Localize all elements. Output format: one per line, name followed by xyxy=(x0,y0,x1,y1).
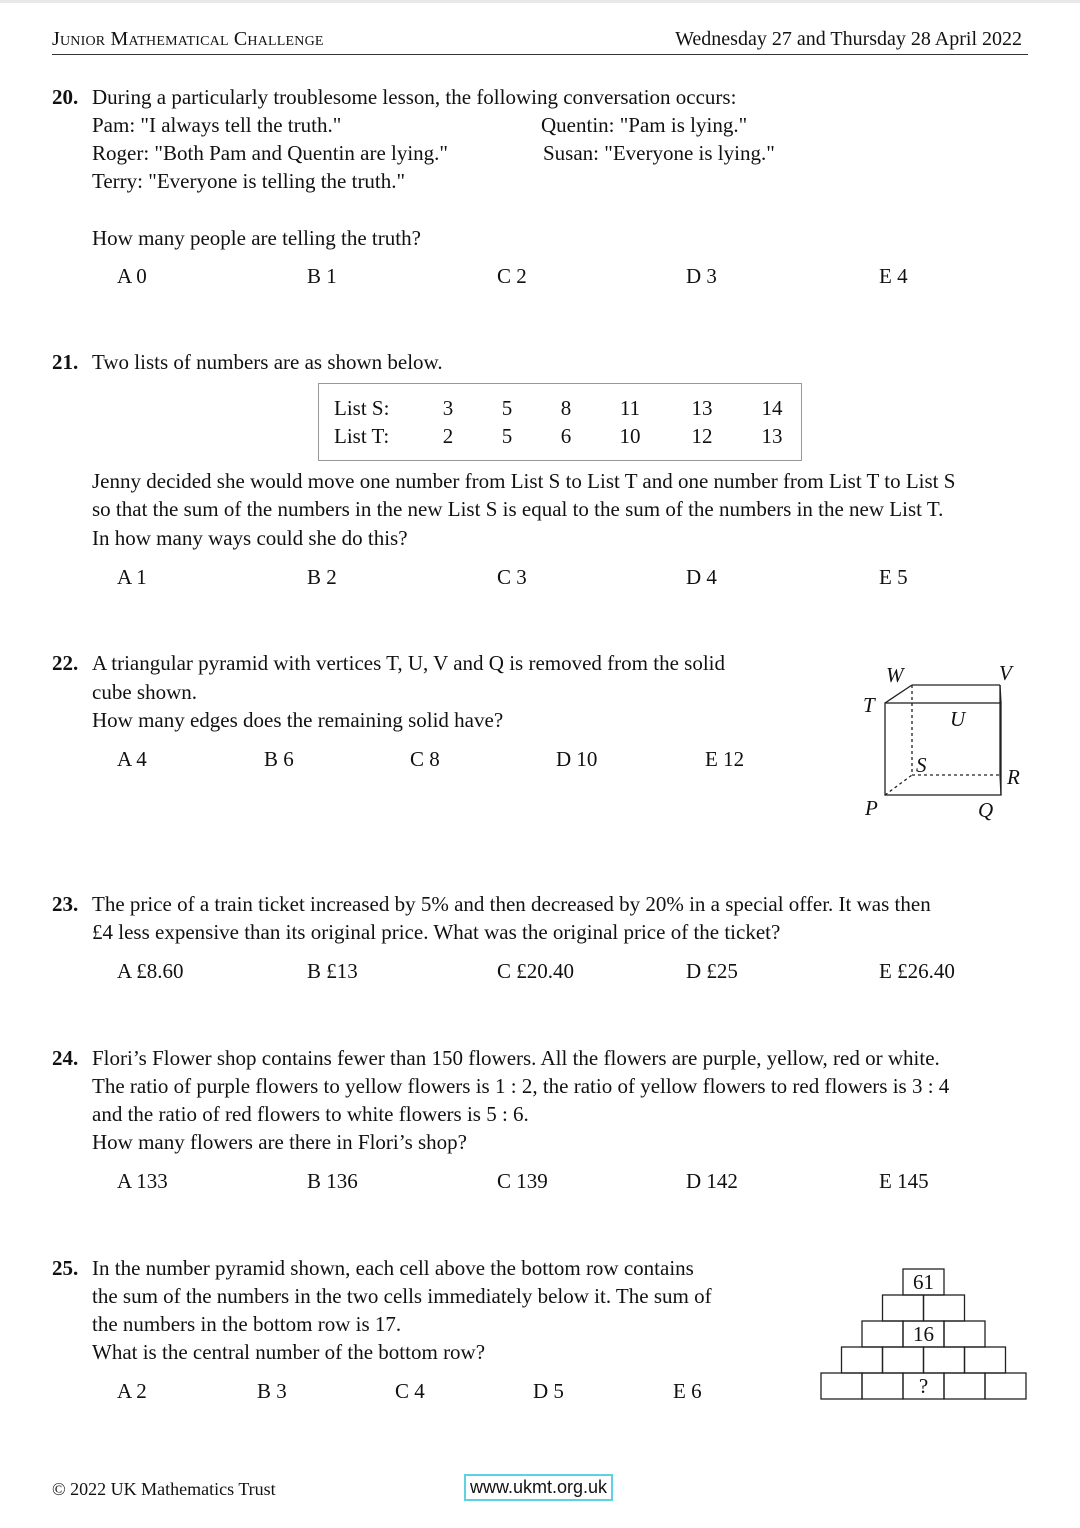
option-a[interactable]: A £8.60 xyxy=(117,959,184,983)
option-b[interactable]: B 1 xyxy=(307,264,337,288)
question-text-line: Jenny decided she would move one number from List S to List T and one number from List T to List S xyxy=(92,469,956,493)
footer-copyright: © 2022 UK Mathematics Trust xyxy=(52,1479,276,1499)
pyramid-cell xyxy=(965,1347,1006,1373)
footer-website-link[interactable]: www.ukmt.org.uk xyxy=(464,1474,613,1501)
pyramid-cell xyxy=(985,1373,1026,1399)
pyramid-cell xyxy=(821,1373,862,1399)
option-c[interactable]: C 4 xyxy=(395,1379,425,1403)
pyramid-cell xyxy=(924,1347,965,1373)
lists-table xyxy=(318,383,802,461)
question-number: 20. xyxy=(52,85,79,109)
header-title: Junior Mathematical Challenge xyxy=(52,28,324,50)
question-number: 23. xyxy=(52,892,79,916)
option-e[interactable]: E 12 xyxy=(705,747,745,771)
list-t-value: 13 xyxy=(761,424,783,448)
question-prompt: How many edges does the remaining solid have? xyxy=(92,708,504,732)
question-number: 25. xyxy=(52,1256,79,1280)
question-prompt: £4 less expensive than its original price. What was the original price of the ticket? xyxy=(92,920,781,944)
statement-quentin: Quentin: "Pam is lying." xyxy=(541,113,748,137)
top-edge xyxy=(0,0,1080,3)
question-prompt: In how many ways could she do this? xyxy=(92,526,408,550)
option-c[interactable]: C 139 xyxy=(497,1169,548,1193)
question-text: During a particularly troublesome lesson, the following conversation occurs: xyxy=(92,85,737,109)
question-text: Flori’s Flower shop contains fewer than 150 flowers. All the flowers are purple, yellow, red or white. xyxy=(92,1046,940,1070)
option-e[interactable]: E 5 xyxy=(879,565,908,589)
question-text: In the number pyramid shown, each cell above the bottom row contains xyxy=(92,1256,694,1280)
list-s-label: List S: xyxy=(334,396,390,420)
pyramid-top-value: 61 xyxy=(913,1270,934,1294)
option-b[interactable]: B 136 xyxy=(307,1169,358,1193)
cube-diagram xyxy=(850,655,1040,830)
list-t-value: 5 xyxy=(501,424,513,448)
option-c[interactable]: C 8 xyxy=(410,747,440,771)
option-c[interactable]: C 3 xyxy=(497,565,527,589)
question-text-line: the numbers in the bottom row is 17. xyxy=(92,1312,402,1336)
pyramid-cell xyxy=(883,1295,924,1321)
pyramid-unknown-value: ? xyxy=(918,1374,929,1398)
cube-edge-tw xyxy=(885,685,912,703)
statement-pam: Pam: "I always tell the truth." xyxy=(92,113,342,137)
option-a[interactable]: A 133 xyxy=(117,1169,168,1193)
list-s-value: 8 xyxy=(560,396,572,420)
question-number: 22. xyxy=(52,651,79,675)
pyramid-cell xyxy=(862,1321,903,1347)
option-d[interactable]: D £25 xyxy=(686,959,738,983)
option-c[interactable]: C £20.40 xyxy=(497,959,575,983)
statement-terry: Terry: "Everyone is telling the truth." xyxy=(92,169,406,193)
list-t-value: 12 xyxy=(691,424,713,448)
option-d[interactable]: D 4 xyxy=(686,565,717,589)
option-d[interactable]: D 142 xyxy=(686,1169,738,1193)
option-d[interactable]: D 3 xyxy=(686,264,717,288)
vertex-label-q: Q xyxy=(978,798,994,822)
header-date: Wednesday 27 and Thursday 28 April 2022 xyxy=(675,28,1022,50)
list-s-value: 14 xyxy=(761,396,783,420)
vertex-label-r: R xyxy=(1007,765,1020,789)
list-s-value: 13 xyxy=(691,396,713,420)
list-s-value: 11 xyxy=(619,396,641,420)
option-e[interactable]: E £26.40 xyxy=(879,959,955,983)
option-a[interactable]: A 0 xyxy=(117,264,147,288)
pyramid-cell xyxy=(944,1321,985,1347)
vertex-label-w: W xyxy=(886,663,904,687)
list-s-value: 3 xyxy=(442,396,454,420)
pyramid-cell xyxy=(883,1347,924,1373)
statement-roger: Roger: "Both Pam and Quentin are lying." xyxy=(92,141,449,165)
option-b[interactable]: B 6 xyxy=(264,747,294,771)
option-d[interactable]: D 10 xyxy=(556,747,598,771)
number-pyramid-diagram xyxy=(818,1264,1032,1404)
pyramid-cell xyxy=(944,1373,985,1399)
option-b[interactable]: B £13 xyxy=(307,959,358,983)
list-t-label: List T: xyxy=(334,424,390,448)
question-text-line: The ratio of purple flowers to yellow flowers is 1 : 2, the ratio of yellow flowers to red flowers is 3 : 4 xyxy=(92,1074,950,1098)
option-e[interactable]: E 145 xyxy=(879,1169,929,1193)
page-header xyxy=(52,26,1028,55)
option-b[interactable]: B 3 xyxy=(257,1379,287,1403)
statement-susan: Susan: "Everyone is lying." xyxy=(543,141,775,165)
vertex-label-p: P xyxy=(865,796,878,820)
question-text: A triangular pyramid with vertices T, U, V and Q is removed from the solid xyxy=(92,651,725,675)
question-text: Two lists of numbers are as shown below. xyxy=(92,350,443,374)
question-text-line: cube shown. xyxy=(92,680,197,704)
question-text-line: the sum of the numbers in the two cells immediately below it. The sum of xyxy=(92,1284,712,1308)
option-e[interactable]: E 6 xyxy=(673,1379,702,1403)
question-prompt: How many flowers are there in Flori’s shop? xyxy=(92,1130,467,1154)
vertex-label-v: V xyxy=(999,661,1012,685)
vertex-label-s: S xyxy=(916,753,927,777)
pyramid-cell xyxy=(862,1373,903,1399)
list-t-value: 10 xyxy=(619,424,641,448)
pyramid-cell xyxy=(842,1347,883,1373)
list-s-value: 5 xyxy=(501,396,513,420)
question-number: 21. xyxy=(52,350,79,374)
pyramid-middle-value: 16 xyxy=(913,1322,934,1346)
option-a[interactable]: A 1 xyxy=(117,565,147,589)
question-text: The price of a train ticket increased by 5% and then decreased by 20% in a special offer. It was then xyxy=(92,892,931,916)
option-d[interactable]: D 5 xyxy=(533,1379,564,1403)
option-a[interactable]: A 4 xyxy=(117,747,147,771)
option-c[interactable]: C 2 xyxy=(497,264,527,288)
cube-front-face xyxy=(885,703,1001,795)
question-text-line: so that the sum of the numbers in the new List S is equal to the sum of the numbers in the new List T. xyxy=(92,497,944,521)
option-b[interactable]: B 2 xyxy=(307,565,337,589)
cube-hidden-edge-ps xyxy=(885,775,912,795)
list-t-value: 2 xyxy=(442,424,454,448)
vertex-label-t: T xyxy=(863,693,875,717)
option-a[interactable]: A 2 xyxy=(117,1379,147,1403)
question-text-line: and the ratio of red flowers to white flowers is 5 : 6. xyxy=(92,1102,529,1126)
pyramid-cell xyxy=(924,1295,965,1321)
list-t-value: 6 xyxy=(560,424,572,448)
vertex-label-u: U xyxy=(950,707,966,731)
question-prompt: How many people are telling the truth? xyxy=(92,226,421,250)
option-e[interactable]: E 4 xyxy=(879,264,908,288)
question-number: 24. xyxy=(52,1046,79,1070)
question-prompt: What is the central number of the bottom row? xyxy=(92,1340,486,1364)
